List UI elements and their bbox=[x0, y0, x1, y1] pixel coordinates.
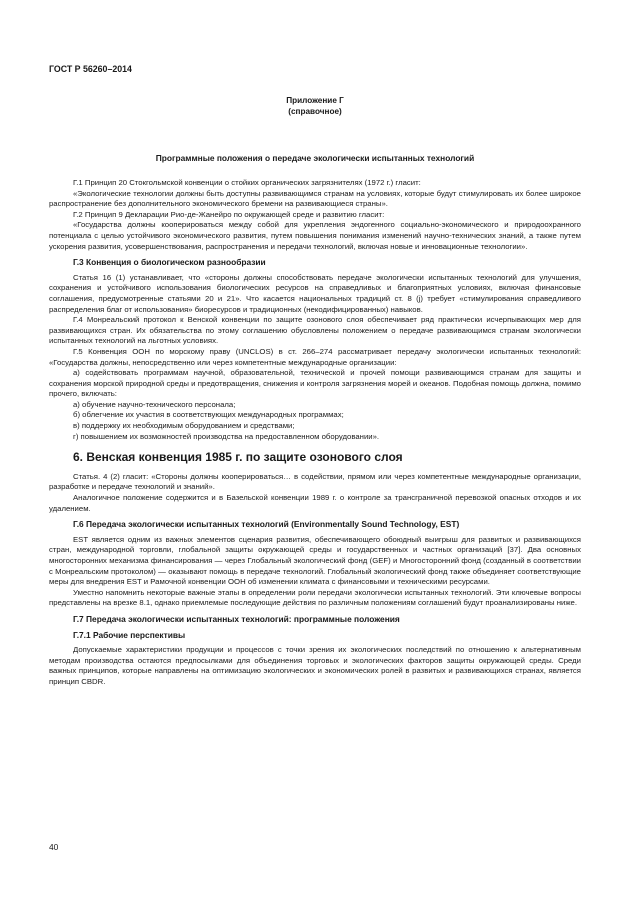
document-title: Программные положения о передаче экологически испытанных технологий bbox=[155, 153, 475, 163]
g3-heading: Г.3 Конвенция о биологическом разнообразии bbox=[73, 257, 266, 268]
g5-list-item: г) повышением их возможностей производства на предоставленном оборудовании». bbox=[73, 431, 380, 441]
g4-paragraph: Г.4 Монреальский протокол к Венской конвенции по защите озонового слоя обеспечивает ряд практически исчерпывающих мер для развивающихся стран. Их обязательства по этому соглашению обусловлены положением о передаче развивающимся странам экологически испытанных технологий на льготных условиях. bbox=[49, 315, 581, 346]
g7-1-paragraph: Допускаемые характеристики продукции и процессов с точки зрения их экологических последствий по отношению к альтернативным методам производства остаются предпосылками для объединения торговых и экологических факторов защиты окружающей среды. Среди важных принципов, которые направлены на оптимизацию экологических и экономических ролей в развитых и развивающихся странах, является принцип CBDR. bbox=[49, 645, 581, 686]
g1-quote: «Экологические технологии должны быть доступны развивающимся странам на условиях, которые будут стимулировать их более широкое распространение без дополнительного экономического бремени на развивающиеся страны». bbox=[49, 188, 581, 209]
g5-item-a: а) содействовать программам научной, образовательной, технической и прочей помощи развивающимся странам для защиты и сохранения морской природной среды и предотвращения, снижения и контроля загрязнения морей и океанов. Подобная помощь должна, помимо прочего, включать: bbox=[49, 368, 581, 399]
s6-paragraph-2: Аналогичное положение содержится и в Базельской конвенции 1989 г. о контроле за трансграничной перевозкой опасных отходов и их удалением. bbox=[49, 493, 581, 513]
g6-paragraph-1: EST является одним из важных элементов сценария развития, обеспечивающего обоюдный выигрыш для развитых и развивающихся стран, международной торговли, глобальной защиты окружающей среды и государственных и частных организаций [37]. Два основных многосторонних механизма финансирования — через Глобальный экологический фонд (GEF) и Многосторонний фонд (созданный в соответствии с Монреальским протоколом) — оказывают помощь в передаче технологий. Глобальный экологический фонд также объединяет соответствующие меры для внедрения EST и Рамочной конвенции ООН об изменении климата с финансовыми и техническими ресурсами. bbox=[49, 534, 581, 587]
s6-paragraph-1: Статья. 4 (2) гласит: «Стороны должны кооперироваться… в содействии, прямом или через компетентные международные организации, разработке и передаче технологий и знаний». bbox=[49, 471, 581, 492]
standard-designation: ГОСТ Р 56260–2014 bbox=[49, 64, 132, 74]
appendix-title: Приложение Г bbox=[286, 96, 344, 105]
g7-1-heading: Г.7.1 Рабочие перспективы bbox=[73, 629, 186, 640]
appendix-heading bbox=[0, 95, 630, 117]
section-6-heading: 6. Венская конвенция 1985 г. по защите озонового слоя bbox=[73, 450, 403, 465]
g2-quote: «Государства должны кооперироваться между собой для укрепления эндогенного социально-экономического и природоохранного потенциала с целью устойчивого экономического развития, путем повышения понимания изменений научно-технических знаний, а также путем ускорения развития, усовершенствования, распространения и передачи технологий, включая новые и инновационные технологии». bbox=[49, 220, 581, 251]
appendix-type: (справочное) bbox=[288, 107, 342, 116]
page-number: 40 bbox=[49, 842, 59, 852]
g1-intro: Г.1 Принцип 20 Стокгольмской конвенции о стойких органических загрязнителях (1972 г.) гласит: bbox=[73, 178, 421, 187]
g5-list-item: б) облегчение их участия в соответствующих международных программах; bbox=[73, 410, 344, 420]
g3-paragraph: Статья 16 (1) устанавливает, что «стороны должны способствовать передаче экологически испытанных технологий для улучшения, сохранения и устойчивого использования биологических ресурсов на справедливых и благоприятных условиях, включая финансовые соглашения, предусмотренные статьями 20 и 21». Что касается национальных традиций ст. 8 (j) требует «стимулирования справедливого распределения благ от использования» биоресурсов и традиционных (некодифицированных) навыков. bbox=[49, 272, 581, 314]
g5-paragraph: Г.5 Конвенция ООН по морскому праву (UNCLOS) в ст. 266–274 рассматривает передачу экологически испытанных технологий: «Государства должны, непосредственно или через компетентные международные организации: bbox=[49, 346, 581, 367]
g5-list-item: в) поддержку их необходимым оборудованием и средствами; bbox=[73, 421, 295, 431]
g7-heading: Г.7 Передача экологически испытанных технологий: программные положения bbox=[73, 613, 400, 624]
g6-heading: Г.6 Передача экологически испытанных технологий (Environmentally Sound Technology, EST) bbox=[73, 519, 460, 530]
g5-list-item: а) обучение научно-технического персонала; bbox=[73, 399, 236, 409]
document-body bbox=[49, 178, 581, 688]
g6-paragraph-2: Уместно напомнить некоторые важные этапы в определении роли передачи экологически испытанных технологий. Эти ключевые вопросы представлены на врезке 8.1, однако приемлемые последующие действия по различным положениям соглашений будут проанализированы ниже. bbox=[49, 587, 581, 608]
g2-intro: Г.2 Принцип 9 Декларации Рио-де-Жанейро по окружающей среде и развитию гласит: bbox=[73, 209, 385, 219]
